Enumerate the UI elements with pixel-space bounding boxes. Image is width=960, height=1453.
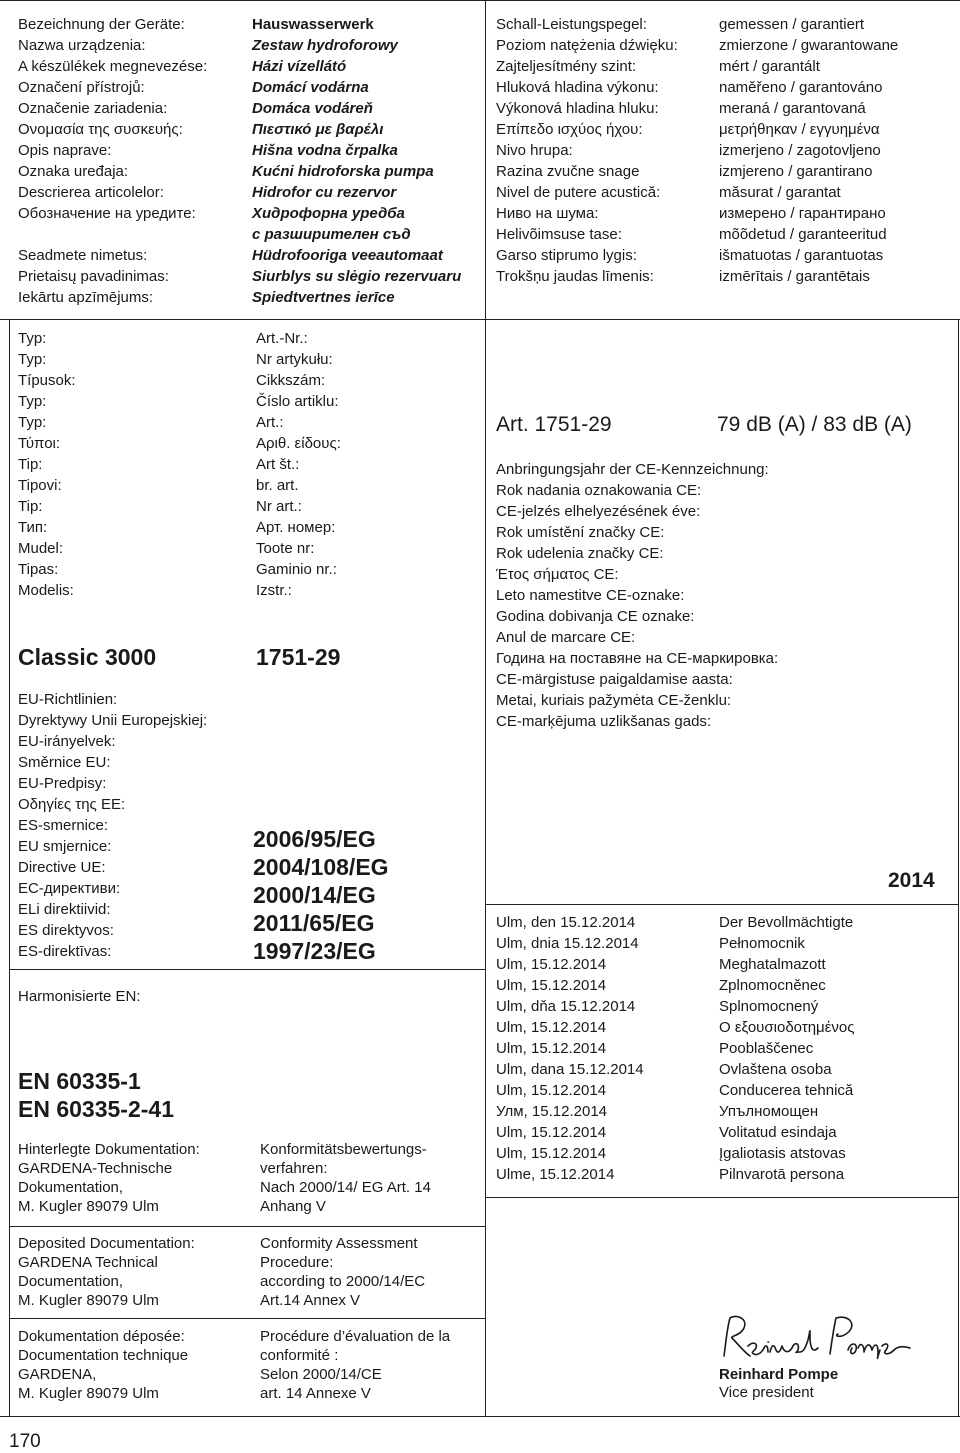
value-line: meraná / garantovaná	[719, 100, 866, 117]
eu-directive-labels	[18, 689, 207, 962]
value-line: mõõdetud / garanteeritud	[719, 226, 887, 243]
label-line: Oznaka uređaja:	[18, 163, 129, 180]
label-line: Година на поставяне на CE-маркировка:	[496, 650, 779, 667]
label-line: Trokšņu jaudas līmenis:	[496, 268, 654, 285]
type-labels	[18, 328, 76, 601]
label-line: Helivõimsuse tase:	[496, 226, 622, 243]
directive-number: 2011/65/EG	[253, 910, 375, 936]
label-line: Modelis:	[18, 582, 74, 599]
device-name: Spiedtvertnes ierīce	[252, 289, 395, 306]
doc-line: M. Kugler 89079 Ulm	[18, 1385, 159, 1402]
value-line: gemessen / garantiert	[719, 16, 865, 33]
label-line: Арт. номер:	[256, 519, 336, 536]
authorized-title: Conducerea tehnică	[719, 1082, 854, 1099]
label-line: Bezeichnung der Geräte:	[18, 16, 185, 33]
label-line: Výkonová hladina hluku:	[496, 100, 659, 117]
doc-line: Deposited Documentation:	[18, 1235, 195, 1252]
ce-year-value: 2014	[888, 869, 935, 892]
label-line	[18, 224, 207, 245]
documentation-de	[18, 1140, 200, 1216]
conformity-de	[260, 1140, 431, 1216]
place-date: Ulm, 15.12.2014	[496, 1082, 607, 1099]
label-line: ES-smernice:	[18, 817, 109, 834]
doc-line: Hinterlegte Dokumentation:	[18, 1141, 200, 1158]
device-name: Siurblys su slėgio rezervuaru	[252, 268, 462, 285]
label-line: Iekārtu apzīmējums:	[18, 289, 154, 306]
label-line: Toote nr:	[256, 540, 315, 557]
directive-number: 2000/14/EG	[253, 882, 376, 908]
conformity-line: conformité :	[260, 1347, 339, 1364]
doc-line: Documentation technique	[18, 1347, 189, 1364]
value-line: mért / garantált	[719, 58, 820, 75]
doc-line: GARDENA,	[18, 1366, 97, 1383]
value-line: naměřeno / garantováno	[719, 79, 883, 96]
value-line: μετρήθηκαν / εγγυημένα	[719, 121, 880, 138]
type-value: Classic 3000	[18, 644, 157, 670]
label-line: Dyrektywy Unii Europejskiej:	[18, 712, 208, 729]
conformity-line: Art.14 Annex V	[260, 1292, 361, 1309]
label-line: Nr artykułu:	[256, 351, 333, 368]
label-line: Обозначение на уредите:	[18, 205, 196, 222]
label-line: Razina zvučne snage	[496, 163, 640, 180]
label-line: Descrierea articolelor:	[18, 184, 164, 201]
doc-line: GARDENA Technical	[18, 1254, 158, 1271]
standard-number: EN 60335-1	[18, 1068, 141, 1094]
authorized-title: Pilnvarotā persona	[719, 1166, 845, 1183]
label-line: Označení přístrojů:	[18, 79, 145, 96]
label-line: Prietaisų pavadinimas:	[18, 268, 169, 285]
label-line: ELi direktiivid:	[18, 901, 111, 918]
column-divider-left	[485, 0, 486, 1417]
harmonised-label: Harmonisierte EN:	[18, 988, 141, 1005]
device-name: Domácí vodárna	[252, 79, 369, 96]
place-date: Ulm, 15.12.2014	[496, 1124, 607, 1141]
label-line: Typ:	[18, 414, 47, 431]
label-line: br. art.	[256, 477, 299, 494]
conformity-line: Anhang V	[260, 1198, 326, 1215]
device-designation-values	[252, 14, 461, 308]
device-name: с разширителен съд	[252, 226, 411, 243]
place-date: Ulm, den 15.12.2014	[496, 914, 636, 931]
label-line: Anbringungsjahr der CE-Kennzeichnung:	[496, 461, 769, 478]
authorized-title: Meghatalmazott	[719, 956, 826, 973]
authorized-title: Pełnomocnik	[719, 935, 805, 952]
dates-rule	[485, 904, 959, 905]
label-line: Tipovi:	[18, 477, 62, 494]
label-line: Тип:	[18, 519, 48, 536]
label-line: Tipas:	[18, 561, 59, 578]
place-date: Ulm, 15.12.2014	[496, 1145, 607, 1162]
label-line: ES direktyvos:	[18, 922, 114, 939]
value-line: izmērītais / garantētais	[719, 268, 870, 285]
authorized-title: Ο εξουσιοδοτημένος	[719, 1019, 855, 1036]
doc-line: Documentation,	[18, 1273, 124, 1290]
conformity-line: Konformitätsbewertungs-	[260, 1141, 427, 1158]
doc-line: M. Kugler 89079 Ulm	[18, 1198, 159, 1215]
device-name: Hauswasserwerk	[252, 16, 374, 33]
label-line: Ниво на шума:	[496, 205, 599, 222]
sound-level-labels	[496, 14, 678, 287]
authorized-title: Pooblaščenec	[719, 1040, 814, 1057]
label-line: Leto namestitve CE-oznake:	[496, 587, 685, 604]
place-date-list	[496, 912, 644, 1185]
device-name: Πιεστικό με βαρέλι	[252, 121, 384, 138]
label-line: EU smjernice:	[18, 838, 112, 855]
value-line: измерено / гарантирано	[719, 205, 886, 222]
handwritten-signature	[718, 1312, 918, 1364]
label-line: CE-jelzés elhelyezésének éve:	[496, 503, 701, 520]
label-line: Izstr.:	[256, 582, 292, 599]
conformity-line: art. 14 Annexe V	[260, 1385, 371, 1402]
conformity-line: Procédure d’évaluation de la	[260, 1328, 451, 1345]
label-line: Nivel de putere acustică:	[496, 184, 661, 201]
label-line: Směrnice EU:	[18, 754, 111, 771]
label-line: Zajteljesítmény szint:	[496, 58, 637, 75]
sound-level-values	[719, 14, 898, 287]
conformity-line: Conformity Assessment	[260, 1235, 418, 1252]
place-date: Ulm, 15.12.2014	[496, 956, 607, 973]
label-line: Poziom natężenia dźwięku:	[496, 37, 678, 54]
value-line: izmjereno / garantirano	[719, 163, 873, 180]
label-line: Rok nadania oznakowania CE:	[496, 482, 702, 499]
value-line: zmierzone / gwarantowane	[719, 37, 899, 54]
authorized-title: Der Bevollmächtigte	[719, 914, 854, 931]
label-line: Típusok:	[18, 372, 76, 389]
doc-line: Dokumentation,	[18, 1179, 124, 1196]
sound-db-values: 79 dB (A) / 83 dB (A)	[717, 413, 912, 436]
label-line: EU-Predpisy:	[18, 775, 107, 792]
label-line: Typ:	[18, 330, 47, 347]
page-number: 170	[9, 1431, 41, 1452]
authorized-title: Ovlaštena osoba	[719, 1061, 832, 1078]
device-name: Házi vízellátó	[252, 58, 347, 75]
label-line: CE-marķējuma uzlikšanas gads:	[496, 713, 712, 730]
article-number-labels	[256, 328, 341, 601]
place-date: Ulm, 15.12.2014	[496, 977, 607, 994]
conformity-line: Procedure:	[260, 1254, 334, 1271]
value-line: măsurat / garantat	[719, 184, 841, 201]
documentation-en	[18, 1234, 195, 1310]
authorized-list	[719, 912, 854, 1185]
label-line: A készülékek megnevezése:	[18, 58, 208, 75]
label-line: Hluková hladina výkonu:	[496, 79, 659, 96]
label-line: Directive UE:	[18, 859, 106, 876]
label-line: ЕС-директиви:	[18, 880, 121, 897]
label-line: Επίπεδο ισχύος ήχου:	[496, 121, 643, 138]
header-rule	[0, 319, 960, 320]
label-line: Art št.:	[256, 456, 300, 473]
conformity-fr	[260, 1327, 450, 1403]
harmonised-rule	[9, 969, 485, 970]
article-number-value: 1751-29	[256, 644, 341, 670]
label-line: Cikkszám:	[256, 372, 326, 389]
standard-number: EN 60335-2-41	[18, 1096, 174, 1122]
label-line: Gaminio nr.:	[256, 561, 337, 578]
place-date: Ulm, dana 15.12.2014	[496, 1061, 644, 1078]
label-line: Nr art.:	[256, 498, 302, 515]
label-line: Typ:	[18, 393, 47, 410]
label-line: Typ:	[18, 351, 47, 368]
directive-number: 2004/108/EG	[253, 854, 389, 880]
label-line: Garso stiprumo lygis:	[496, 247, 637, 264]
label-line: EU-irányelvek:	[18, 733, 116, 750]
label-line: CE-märgistuse paigaldamise aasta:	[496, 671, 733, 688]
label-line: Opis naprave:	[18, 142, 112, 159]
device-designation-labels	[18, 14, 207, 308]
device-name: Hišna vodna črpalka	[252, 142, 398, 159]
label-line: EU-Richtlinien:	[18, 691, 118, 708]
harmonised-values	[18, 1067, 174, 1123]
label-line: Seadmete nimetus:	[18, 247, 148, 264]
label-line: Godina dobivanja CE oznake:	[496, 608, 695, 625]
device-name: Hüdrofooriga veeautomaat	[252, 247, 443, 264]
label-line: Αριθ. είδους:	[256, 435, 341, 452]
place-date: Ulm, dnia 15.12.2014	[496, 935, 639, 952]
place-date: Ulm, 15.12.2014	[496, 1040, 607, 1057]
label-line: Οδηγίες της ΕΕ:	[18, 796, 126, 813]
authorized-title: Zplnomocněnec	[719, 977, 826, 994]
value-line: izmerjeno / zagotovljeno	[719, 142, 881, 159]
label-line: Rok udelenia značky CE:	[496, 545, 664, 562]
left-rule	[9, 319, 10, 1417]
label-line: Označenie zariadenia:	[18, 100, 168, 117]
label-line: Anul de marcare CE:	[496, 629, 636, 646]
ce-year-labels	[496, 459, 778, 732]
conformity-line: Nach 2000/14/ EG Art. 14	[260, 1179, 431, 1196]
conformity-line: verfahren:	[260, 1160, 328, 1177]
label-line: Τύποι:	[18, 435, 61, 452]
signature-rule	[485, 1197, 959, 1198]
label-line: Art.:	[256, 414, 284, 431]
bottom-rule	[0, 1416, 960, 1417]
device-name: Domáca vodáreň	[252, 100, 373, 117]
label-line: Schall-Leistungspegel:	[496, 16, 647, 33]
doc-line: Dokumentation déposée:	[18, 1328, 185, 1345]
place-date: Ulm, dňa 15.12.2014	[496, 998, 636, 1015]
label-line: Ονομασία της συσκευής:	[18, 121, 183, 138]
authorized-title: Упълномощен	[719, 1103, 819, 1120]
value-line: išmatuotas / garantuotas	[719, 247, 884, 264]
sound-art-number: Art. 1751-29	[496, 413, 612, 436]
label-line: Mudel:	[18, 540, 64, 557]
conformity-en	[260, 1234, 425, 1310]
label-line: Metai, kuriais pažymėta CE-ženklu:	[496, 692, 732, 709]
place-date: Ulm, 15.12.2014	[496, 1019, 607, 1036]
device-name: Zestaw hydroforowy	[252, 37, 398, 54]
right-rule	[958, 319, 959, 1417]
documentation-fr	[18, 1327, 188, 1403]
directive-number: 1997/23/EG	[253, 938, 376, 964]
directive-number: 2006/95/EG	[253, 826, 376, 852]
label-line: Nazwa urządzenia:	[18, 37, 146, 54]
label-line: Nivo hrupa:	[496, 142, 573, 159]
label-line: ES-direktīvas:	[18, 943, 112, 960]
place-date: Улм, 15.12.2014	[496, 1103, 607, 1120]
label-line: Číslo artiklu:	[256, 393, 339, 410]
doc-line: GARDENA-Technische	[18, 1160, 173, 1177]
label-line: Tip:	[18, 456, 43, 473]
eu-directive-values	[253, 825, 389, 965]
authorized-title: Volitatud esindaja	[719, 1124, 837, 1141]
label-line: Art.-Nr.:	[256, 330, 308, 347]
documentation-rule	[9, 1226, 485, 1227]
device-name: Hidrofor cu rezervor	[252, 184, 397, 201]
label-line: Tip:	[18, 498, 43, 515]
deposited-rule	[9, 1318, 485, 1319]
label-line: Rok umístění značky CE:	[496, 524, 665, 541]
authorized-title: Įgaliotasis atstovas	[719, 1145, 846, 1162]
conformity-line: according to 2000/14/EC	[260, 1273, 426, 1290]
doc-line: M. Kugler 89079 Ulm	[18, 1292, 159, 1309]
place-date: Ulme, 15.12.2014	[496, 1166, 615, 1183]
top-rule	[0, 0, 960, 1]
authorized-title: Splnomocnený	[719, 998, 819, 1015]
label-line: Έτος σήματος CE:	[496, 566, 619, 583]
signatory-name: Reinhard Pompe	[719, 1366, 839, 1383]
device-name: Хидрофорна уредба	[252, 205, 405, 222]
signatory-title: Vice president	[719, 1384, 814, 1401]
conformity-line: Selon 2000/14/CE	[260, 1366, 382, 1383]
device-name: Kućni hidroforska pumpa	[252, 163, 434, 180]
